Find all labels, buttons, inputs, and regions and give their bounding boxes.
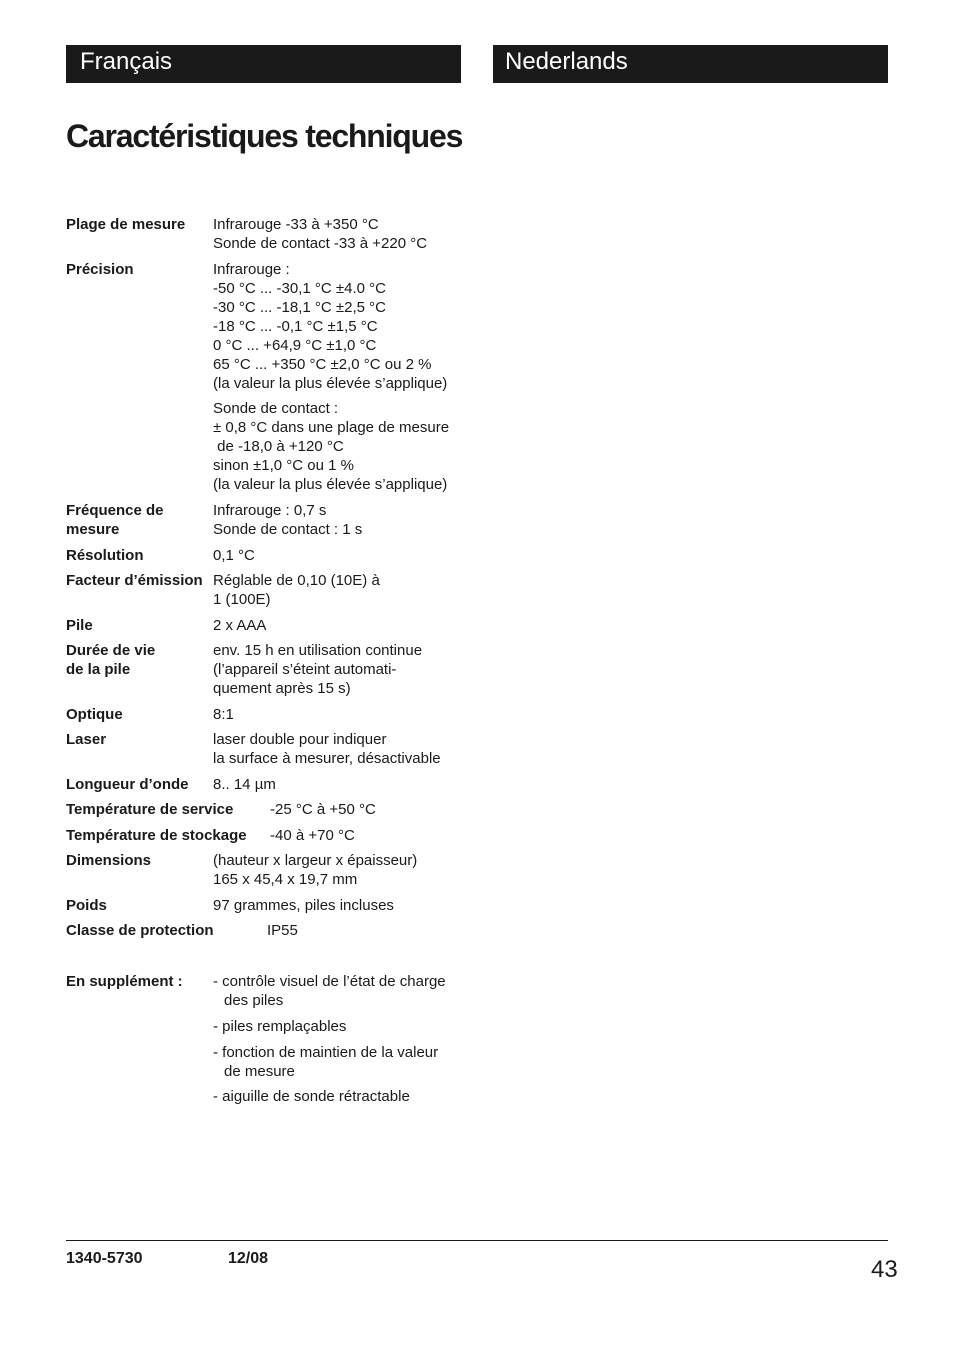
spec-label bbox=[66, 730, 106, 749]
spec-label bbox=[66, 800, 233, 819]
spec-value-line: Infrarouge : bbox=[213, 261, 290, 278]
document-number: 1340-5730 bbox=[66, 1250, 143, 1267]
spec-label-line: Fréquence de bbox=[66, 502, 164, 519]
language-header-french: Français bbox=[66, 45, 461, 83]
spec-value-line: (l’appareil s’éteint automati- bbox=[213, 661, 397, 678]
page-title: Caractéristiques techniques bbox=[66, 118, 463, 154]
spec-label bbox=[66, 851, 151, 870]
spec-label-line: de la pile bbox=[66, 661, 131, 678]
spec-value bbox=[213, 215, 427, 253]
page-number: 43 bbox=[871, 1256, 898, 1283]
spec-value bbox=[213, 730, 441, 768]
spec-value-line: 8:1 bbox=[213, 706, 234, 723]
spec-value bbox=[213, 399, 449, 494]
spec-label-line: Optique bbox=[66, 706, 123, 723]
spec-value-line: Sonde de contact -33 à +220 °C bbox=[213, 235, 428, 252]
spec-label-line: Facteur d’émission bbox=[66, 572, 203, 589]
spec-label bbox=[66, 921, 214, 940]
spec-value bbox=[213, 775, 276, 794]
spec-value bbox=[267, 921, 298, 940]
spec-value-line: Sonde de contact : bbox=[213, 400, 339, 417]
spec-label-line: Résolution bbox=[66, 547, 144, 564]
spec-value-line: -18 °C ... -0,1 °C ±1,5 °C bbox=[213, 318, 378, 335]
spec-label-line: Longueur d’onde bbox=[66, 776, 189, 793]
spec-label-line: Laser bbox=[66, 731, 107, 748]
spec-value-line: (hauteur x largeur x épaisseur) bbox=[213, 852, 418, 869]
spec-label bbox=[66, 501, 164, 539]
spec-value-line: Réglable de 0,10 (10E) à bbox=[213, 572, 380, 589]
spec-value-line: (la valeur la plus élevée s’applique) bbox=[213, 476, 448, 493]
spec-value-line: Infrarouge -33 à +350 °C bbox=[213, 216, 379, 233]
spec-value-line: 1 (100E) bbox=[213, 591, 271, 608]
spec-label-line: Température de service bbox=[66, 801, 234, 818]
spec-label bbox=[66, 546, 144, 565]
supplement-item-line: - piles remplaçables bbox=[213, 1018, 347, 1035]
spec-value-line: sinon ±1,0 °C ou 1 % bbox=[213, 457, 354, 474]
supplement-label: En supplément : bbox=[66, 973, 183, 990]
spec-value-line: quement après 15 s) bbox=[213, 680, 351, 697]
spec-value-line: Sonde de contact : 1 s bbox=[213, 521, 363, 538]
spec-value-line: IP55 bbox=[267, 922, 298, 939]
spec-value-line: 97 grammes, piles incluses bbox=[213, 897, 394, 914]
spec-value-line: (la valeur la plus élevée s’applique) bbox=[213, 375, 448, 392]
spec-value-line: 2 x AAA bbox=[213, 617, 267, 634]
spec-label bbox=[66, 641, 155, 679]
spec-value-line: 0,1 °C bbox=[213, 547, 255, 564]
spec-value bbox=[213, 705, 234, 724]
spec-value-line: -25 °C à +50 °C bbox=[270, 801, 376, 818]
spec-value-line: -40 à +70 °C bbox=[270, 827, 355, 844]
spec-value-line: la surface à mesurer, désactivable bbox=[213, 750, 441, 767]
document-date: 12/08 bbox=[228, 1250, 269, 1267]
spec-label-line: Précision bbox=[66, 261, 134, 278]
spec-value-line: -30 °C ... -18,1 °C ±2,5 °C bbox=[213, 299, 386, 316]
supplement-item-line: - fonction de maintien de la valeur bbox=[213, 1044, 439, 1061]
supplement-item-line: de mesure bbox=[224, 1063, 295, 1080]
spec-label-line: Classe de protection bbox=[66, 922, 214, 939]
spec-value-line: ± 0,8 °C dans une plage de mesure bbox=[213, 419, 450, 436]
spec-label bbox=[66, 826, 247, 845]
spec-value bbox=[213, 641, 422, 698]
spec-label bbox=[66, 705, 123, 724]
spec-value-line: env. 15 h en utilisation continue bbox=[213, 642, 423, 659]
spec-value bbox=[270, 826, 355, 845]
spec-value bbox=[213, 851, 417, 889]
spec-label-line: Pile bbox=[66, 617, 93, 634]
spec-value bbox=[213, 546, 255, 565]
spec-label bbox=[66, 215, 185, 234]
spec-label bbox=[66, 775, 188, 794]
spec-label-line: mesure bbox=[66, 521, 120, 538]
spec-label bbox=[66, 260, 134, 279]
spec-value bbox=[213, 896, 394, 915]
spec-value bbox=[213, 616, 266, 635]
spec-value-line: 165 x 45,4 x 19,7 mm bbox=[213, 871, 358, 888]
footer-divider bbox=[66, 1240, 888, 1241]
supplement-item-line: des piles bbox=[224, 992, 284, 1009]
spec-label bbox=[66, 571, 203, 590]
spec-value-line: 0 °C ... +64,9 °C ±1,0 °C bbox=[213, 337, 377, 354]
spec-label-line: Température de stockage bbox=[66, 827, 247, 844]
spec-label bbox=[66, 616, 93, 635]
supplement-item-line: - aiguille de sonde rétractable bbox=[213, 1088, 410, 1105]
spec-value-line: -50 °C ... -30,1 °C ±4.0 °C bbox=[213, 280, 386, 297]
spec-value bbox=[213, 260, 447, 393]
spec-value-line: Infrarouge : 0,7 s bbox=[213, 502, 327, 519]
spec-label-line: Durée de vie bbox=[66, 642, 156, 659]
spec-value-line: 65 °C ... +350 °C ±2,0 °C ou 2 % bbox=[213, 356, 432, 373]
spec-value bbox=[213, 571, 380, 609]
language-header-dutch: Nederlands bbox=[493, 45, 888, 83]
spec-value bbox=[213, 501, 362, 539]
spec-label-line: Plage de mesure bbox=[66, 216, 186, 233]
spec-label-line: Poids bbox=[66, 897, 107, 914]
spec-label bbox=[66, 896, 107, 915]
spec-value-line: 8.. 14 µm bbox=[213, 776, 276, 793]
spec-value bbox=[270, 800, 376, 819]
spec-label-line: Dimensions bbox=[66, 852, 152, 869]
spec-value-line: laser double pour indiquer bbox=[213, 731, 387, 748]
spec-value-line: de -18,0 à +120 °C bbox=[213, 438, 344, 455]
supplement-item-line: - contrôle visuel de l’état de charge bbox=[213, 973, 446, 990]
